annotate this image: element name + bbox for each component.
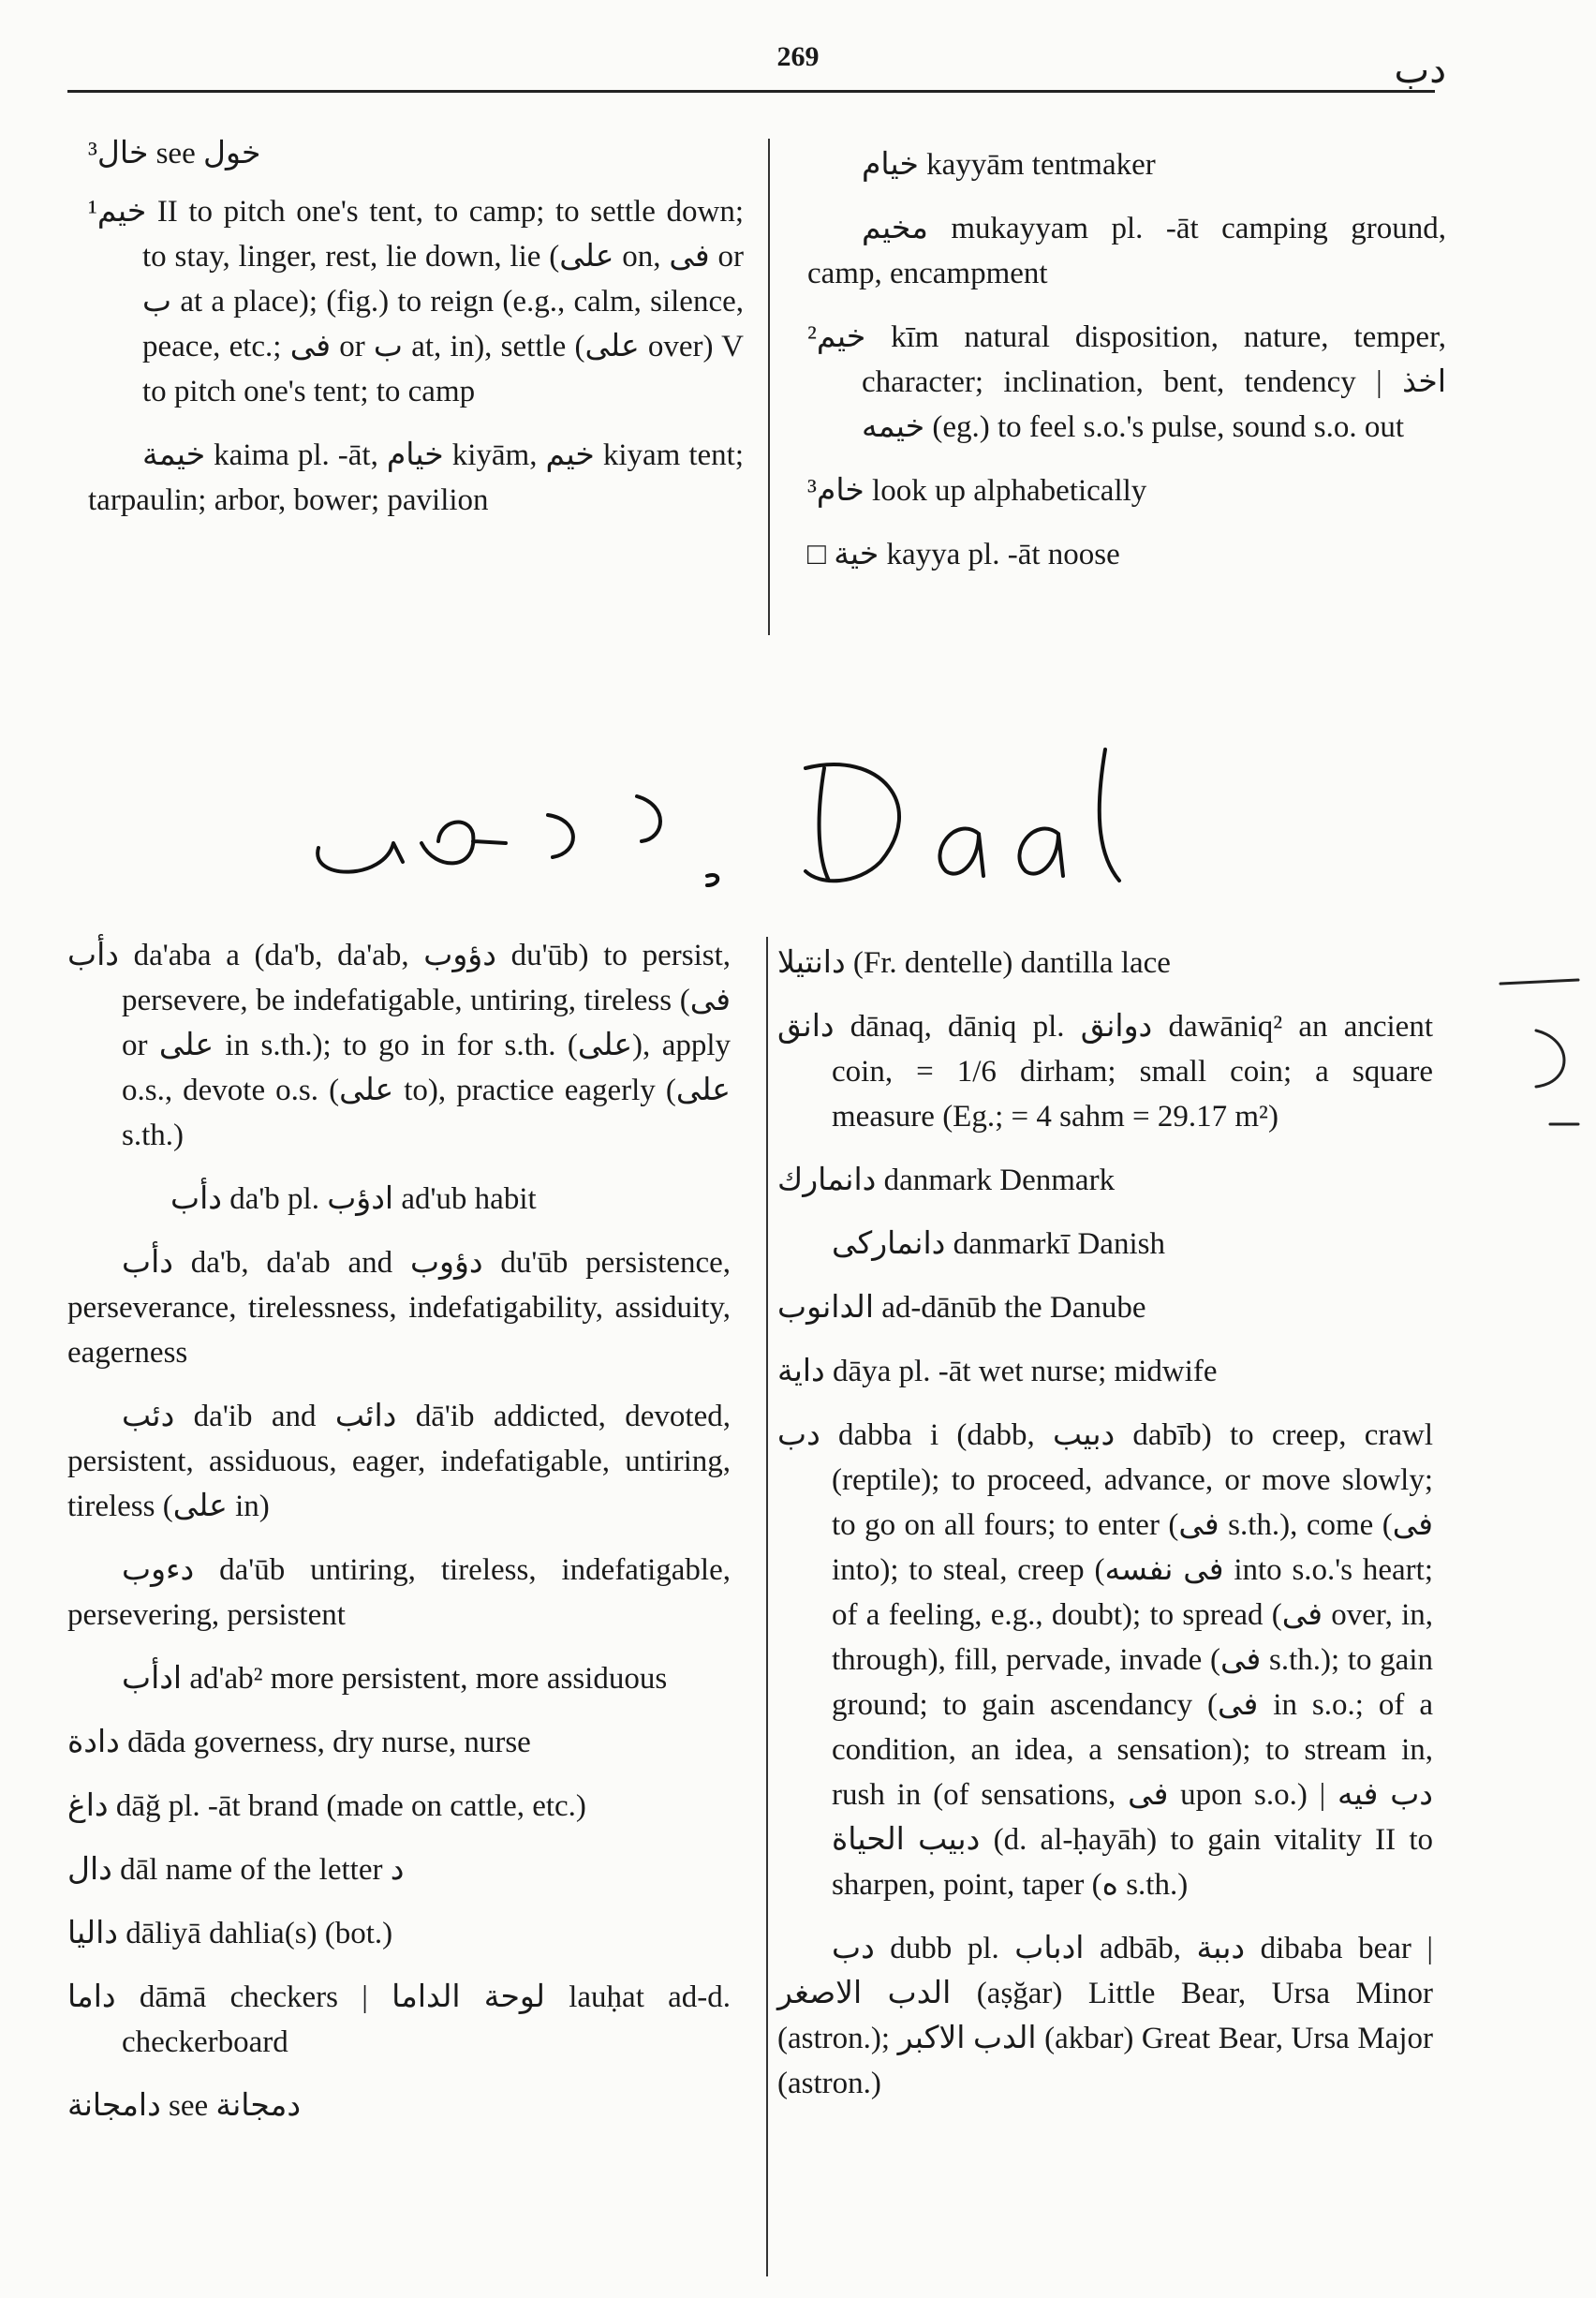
dictionary-entry: دانمارك danmark Denmark	[777, 1164, 1116, 1197]
dictionary-entry: دب dubb pl. ادباب adbāb, دببة dibaba bear | الدب الاصغر (aṣğar) Little Bear, Ursa Minor (astron.); الدب الاكبر (akbar) Great Bear, Ursa Major (astron.)	[777, 1932, 1434, 2100]
dictionary-entry: دامجانة see دمجانة	[67, 2089, 302, 2123]
dictionary-entry: دادة dāda governess, dry nurse, nurse	[67, 1726, 531, 1759]
handwritten-daal-drawing	[281, 731, 1124, 899]
dictionary-entry: دأب da'b pl. ادؤب ad'ub habit	[170, 1182, 537, 1216]
top-rule	[67, 90, 1435, 93]
dictionary-entry: دانتيلا (Fr. dentelle) dantilla lace	[777, 946, 1171, 980]
dictionary-entry: ²خيم kīm natural disposition, nature, temper, character; inclination, bent, tendency | اخذ خيمه (eg.) to feel s.o.'s pulse, sound s.o. out	[807, 320, 1446, 444]
column-rule-bottom	[766, 937, 768, 2276]
margin-dal-drawing	[1499, 965, 1583, 1134]
dictionary-entry: دئب da'ib and دائب dā'ib addicted, devoted, persistent, assiduous, eager, indefatigable, untiring, tireless (على in)	[67, 1400, 731, 1523]
bottom-left-column	[67, 933, 731, 2147]
margin-letter-mark	[1499, 965, 1583, 1134]
dictionary-entry: داية dāya pl. -āt wet nurse; midwife	[777, 1355, 1218, 1388]
handwritten-heading	[281, 731, 1124, 899]
dictionary-entry: ¹خيم II to pitch one's tent, to camp; to settle down; to stay, linger, rest, lie down, lie (على on, فى or ب at a place); (fig.) to reign (e.g., calm, silence, peace, etc.; فى or ب at, in), settle (على over) V to pitch one's tent; to camp	[88, 195, 744, 408]
dictionary-entry: □ خية kayya pl. -āt noose	[807, 538, 1120, 571]
dictionary-entry: دأب da'b, da'ab and دؤوب du'ūb persistence, perseverance, tirelessness, indefatigability, assiduity, eagerness	[67, 1246, 732, 1370]
column-rule-top	[768, 139, 770, 635]
bottom-right-column	[777, 941, 1433, 2125]
page-number: 269	[776, 41, 820, 72]
dictionary-entry: ³خام look up alphabetically	[807, 474, 1147, 508]
dictionary-entry: ³خال see خول	[88, 137, 261, 170]
dictionary-entry: دب dabba i (dabb, دبيب dabīb) to creep, crawl (reptile); to proceed, advance, or move slowly; to go on all fours; to enter (فى s.th.), come (فى into); to steal, creep (فى نفسه into s.o.'s heart; of a feeling, e.g., doubt); to spread (فى over, in, through), fill, pervade, invade (فى s.th.); to gain ground; to gain ascendancy (فى in s.o.; of a condition, an idea, a sensation); to stream in, rush in (of sensations, فى upon s.o.) | دب فيه دبيب الحياة (d. al-ḥayāh) to gain vitality II to sharpen, point, taper (ه s.th.)	[777, 1418, 1434, 1902]
dictionary-entry: دال dāl name of the letter د	[67, 1853, 405, 1887]
dictionary-entry: مخيم mukayyam pl. -āt camping ground, camp, encampment	[807, 212, 1446, 290]
header-root-letters: دب	[1394, 49, 1446, 92]
top-left-column	[88, 131, 744, 541]
dictionary-entry: ادأب ad'ab² more persistent, more assiduous	[122, 1662, 668, 1696]
dictionary-entry: داغ dāğ pl. -āt brand (made on cattle, etc.)	[67, 1789, 586, 1823]
dictionary-entry: داما dāmā checkers | لوحة الداما lauḥat ad-d. checkerboard	[67, 1980, 731, 2059]
dictionary-entry: دانماركى danmarkī Danish	[832, 1227, 1165, 1261]
dictionary-entry: دءوب da'ūb untiring, tireless, indefatigable, persevering, persistent	[67, 1553, 731, 1632]
dictionary-entry: دانق dānaq, dāniq pl. دوانق dawāniq² an ancient coin, = 1/6 dirham; small coin; a square measure (Eg.; = 4 sahm = 29.17 m²)	[777, 1010, 1433, 1134]
dictionary-entry: الدانوب ad-dānūb the Danube	[777, 1291, 1146, 1325]
dictionary-entry: خيمة kaima pl. -āt, خيام kiyām, خيم kiyam tent; tarpaulin; arbor, bower; pavilion	[88, 438, 745, 517]
dictionary-entry: داليا dāliyā dahlia(s) (bot.)	[67, 1917, 393, 1950]
top-right-column	[807, 142, 1446, 596]
dictionary-entry: خيام kayyām tentmaker	[862, 148, 1156, 182]
dictionary-entry: دأب da'aba a (da'b, da'ab, دؤوب du'ūb) to persist, persevere, be indefatigable, untiring, tireless (فى or على in s.th.); to go in for s.th. (على), apply o.s., devote o.s. (على to), practice eagerly (على s.th.)	[67, 939, 732, 1152]
